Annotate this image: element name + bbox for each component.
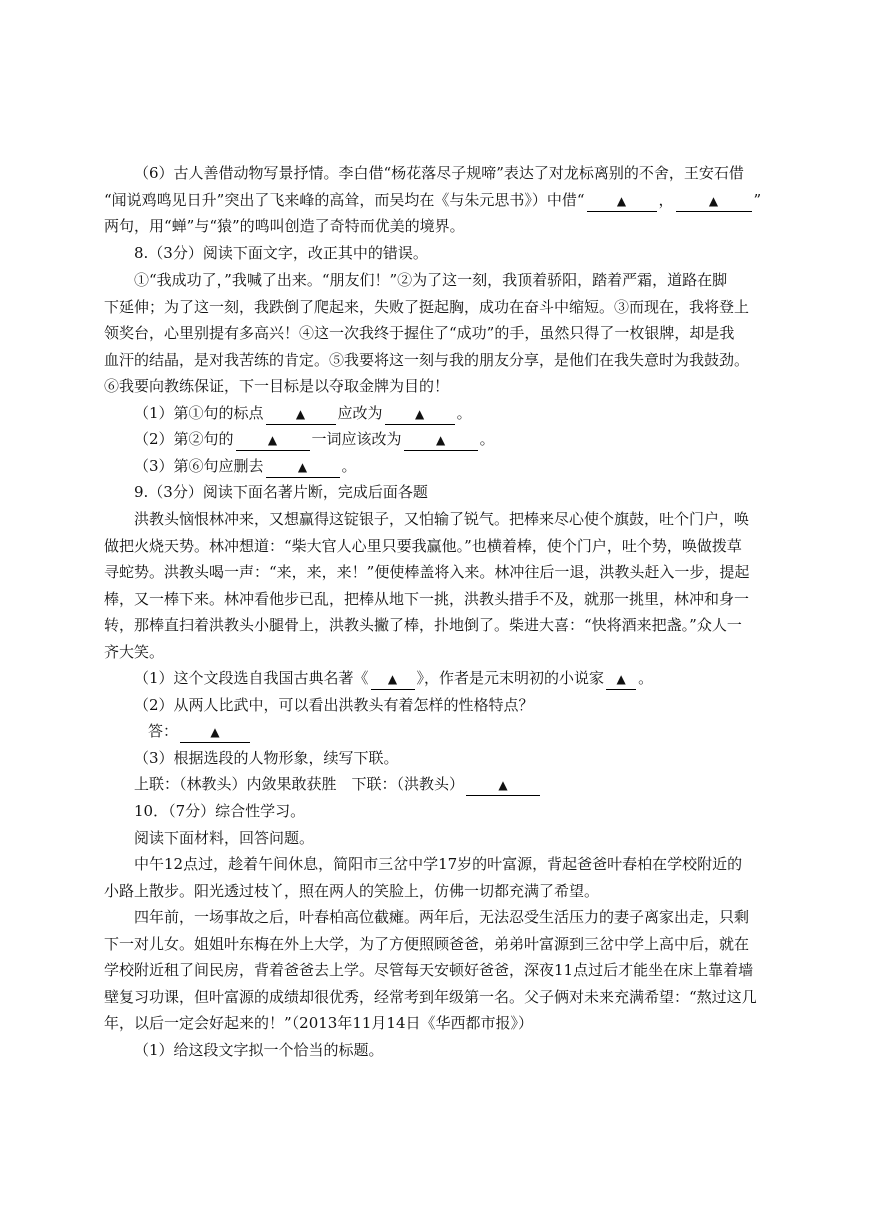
- answer-blank[interactable]: [180, 721, 250, 743]
- q8-sub-1-text-2: 应改为: [337, 404, 383, 422]
- q9-sub-1: [134, 665, 768, 692]
- q8-sub-2-end: 。: [479, 430, 495, 448]
- answer-blank[interactable]: [371, 668, 415, 690]
- q9-couplet: [134, 771, 768, 798]
- q10-heading: 10．（7分）综合性学习。: [134, 802, 306, 820]
- q10-intro: 阅读下面材料，回答问题。: [134, 829, 315, 847]
- answer-label: 答：: [148, 722, 179, 740]
- triangle-marker-icon: ▲: [708, 194, 719, 208]
- q6-line-3: 两句，用“蝉”与“猿”的鸣叫创造了奇特而优美的境界。: [104, 217, 465, 235]
- q9-passage-line: 转，那棒直扫着洪教头小腿骨上，洪教头撇了棒，扑地倒了。柴进大喜：“快将酒来把盏。”众人一: [104, 616, 742, 634]
- q8-passage-line: 下延伸；为了这一刻，我跌倒了爬起来，失败了挺起胸，成功在奋斗中缩短。③而现在，我将登上: [104, 298, 750, 316]
- answer-blank[interactable]: [606, 668, 636, 690]
- triangle-marker-icon: ▲: [387, 672, 398, 686]
- answer-blank[interactable]: [466, 774, 540, 796]
- q8-passage-line: ⑥我要向教练保证，下一目标是以夺取金牌为目的！: [104, 377, 450, 395]
- answer-blank[interactable]: [385, 403, 455, 425]
- triangle-marker-icon: ▲: [616, 672, 626, 686]
- triangle-marker-icon: ▲: [616, 194, 627, 208]
- triangle-marker-icon: ▲: [295, 407, 306, 421]
- q10-sub-1: （1）给这段文字拟一个恰当的标题。: [134, 1041, 384, 1059]
- q9-passage-line: 齐大笑。: [104, 643, 165, 661]
- q9-answer-line: [148, 718, 768, 745]
- q9-sub-1-text-2: 》，作者是元末明初的小说家: [416, 669, 605, 687]
- q10-passage-line: 学校附近租了间民房，背着爸爸去上学。尽管每天安顿好爸爸，深夜11点过后才能坐在床上靠着墙: [104, 961, 754, 979]
- answer-blank[interactable]: [266, 456, 340, 478]
- q8-sub-2: [134, 426, 768, 453]
- q10-passage-line: 中午12点过，趁着午间休息，简阳市三岔中学17岁的叶富源，背起爸爸叶春柏在学校附近的: [134, 855, 743, 873]
- triangle-marker-icon: ▲: [414, 407, 425, 421]
- q6-line-2: [104, 187, 768, 214]
- q8-sub-3: [134, 453, 768, 480]
- q8-sub-1-end: 。: [456, 404, 472, 422]
- q9-passage-line: 寻蛇势。洪教头喝一声：“来，来，来！”便使棒盖将入来。林冲往后一退，洪教头赶入一步，提起: [104, 563, 750, 581]
- answer-blank[interactable]: [236, 429, 310, 451]
- q10-passage-line: 下一对儿女。姐姐叶东梅在外上大学，为了方便照顾爸爸，弟弟叶富源到三岔中学上高中后，就在: [104, 935, 750, 953]
- q6-line-2-comma: ，: [658, 191, 674, 209]
- q9-passage-line: 洪教头恼恨林冲来，又想赢得这锭银子，又怕输了锐气。把棒来尽心使个旗鼓，吐个门户，唤: [134, 510, 750, 528]
- q8-sub-2-text: （2）第②句的: [134, 430, 234, 448]
- q10-passage-line: 壁复习功课，但叶富源的成绩却很优秀，经常考到年级第一名。父子俩对未来充满希望：“熬过这几: [104, 988, 757, 1006]
- q9-couplet-text: 上联：（林教头）内敛果敢获胜 下联：（洪教头）: [134, 775, 465, 793]
- answer-blank[interactable]: [676, 190, 752, 212]
- triangle-marker-icon: ▲: [267, 433, 278, 447]
- q6-line-1: （6）古人善借动物写景抒情。李白借“杨花落尽子规啼”表达了对龙标离别的不舍，王安石借: [134, 164, 744, 182]
- q8-passage-line: 领奖台，心里别提有多高兴！④这一次我终于握住了“成功”的手，虽然只得了一枚银牌，却是我: [104, 324, 735, 342]
- q10-passage-line: 小路上散步。阳光透过枝丫，照在两人的笑脸上，仿佛一切都充满了希望。: [104, 882, 600, 900]
- triangle-marker-icon: ▲: [435, 433, 446, 447]
- triangle-marker-icon: ▲: [210, 725, 220, 739]
- q10-passage-line: 四年前，一场事故之后，叶春柏高位截瘫。两年后，无法忍受生活压力的妻子离家出走，只剩: [134, 908, 750, 926]
- q9-heading: 9.（3分）阅读下面名著片断，完成后面各题: [134, 483, 428, 501]
- answer-blank[interactable]: [266, 403, 336, 425]
- q9-sub-2: （2）从两人比武中，可以看出洪教头有着怎样的性格特点？: [134, 696, 534, 714]
- q8-sub-2-text-2: 一词应该改为: [311, 430, 402, 448]
- q8-sub-1: [134, 400, 768, 427]
- q6-line-2-text: “闻说鸡鸣见日升”突出了飞来峰的高耸，而吴均在《与朱元思书》）中借“: [104, 191, 585, 209]
- q9-sub-3: （3）根据选段的人物形象，续写下联。: [134, 749, 399, 767]
- q10-passage-line: 年，以后一定会好起来的！”（2013年11月14日《华西都市报》）: [104, 1014, 534, 1032]
- triangle-marker-icon: ▲: [498, 778, 508, 792]
- q8-passage-line: 血汗的结晶，是对我苦练的肯定。⑤我要将这一刻与我的朋友分享，是他们在我失意时为我鼓劲。: [104, 351, 750, 369]
- q9-sub-1-text: （1）这个文段选自我国古典名著《: [134, 669, 369, 687]
- triangle-marker-icon: ▲: [297, 460, 308, 474]
- q9-sub-1-end: 。: [638, 669, 654, 687]
- q9-passage-line: 棒，又一棒下来。林冲看他步已乱，把棒从地下一挑，洪教头措手不及，就那一挑里，林冲和身一: [104, 590, 750, 608]
- q8-sub-1-text: （1）第①句的标点: [134, 404, 264, 422]
- q6-line-2-end: ”: [753, 191, 762, 209]
- q8-heading: 8.（3分）阅读下面文字，改正其中的错误。: [134, 244, 428, 262]
- q8-passage-line: ①“我成功了，”我喊了出来。“朋友们！”②为了这一刻，我顶着骄阳，踏着严霜，道路在脚: [134, 271, 728, 289]
- q9-passage-line: 做把火烧天势。林冲想道：“柴大官人心里只要我赢他。”也横着棒，使个门户，吐个势，唤做拨草: [104, 537, 742, 555]
- q8-sub-3-end: 。: [341, 457, 357, 475]
- answer-blank[interactable]: [404, 429, 478, 451]
- answer-blank[interactable]: [587, 190, 657, 212]
- q8-sub-3-text: （3）第⑥句应删去: [134, 457, 264, 475]
